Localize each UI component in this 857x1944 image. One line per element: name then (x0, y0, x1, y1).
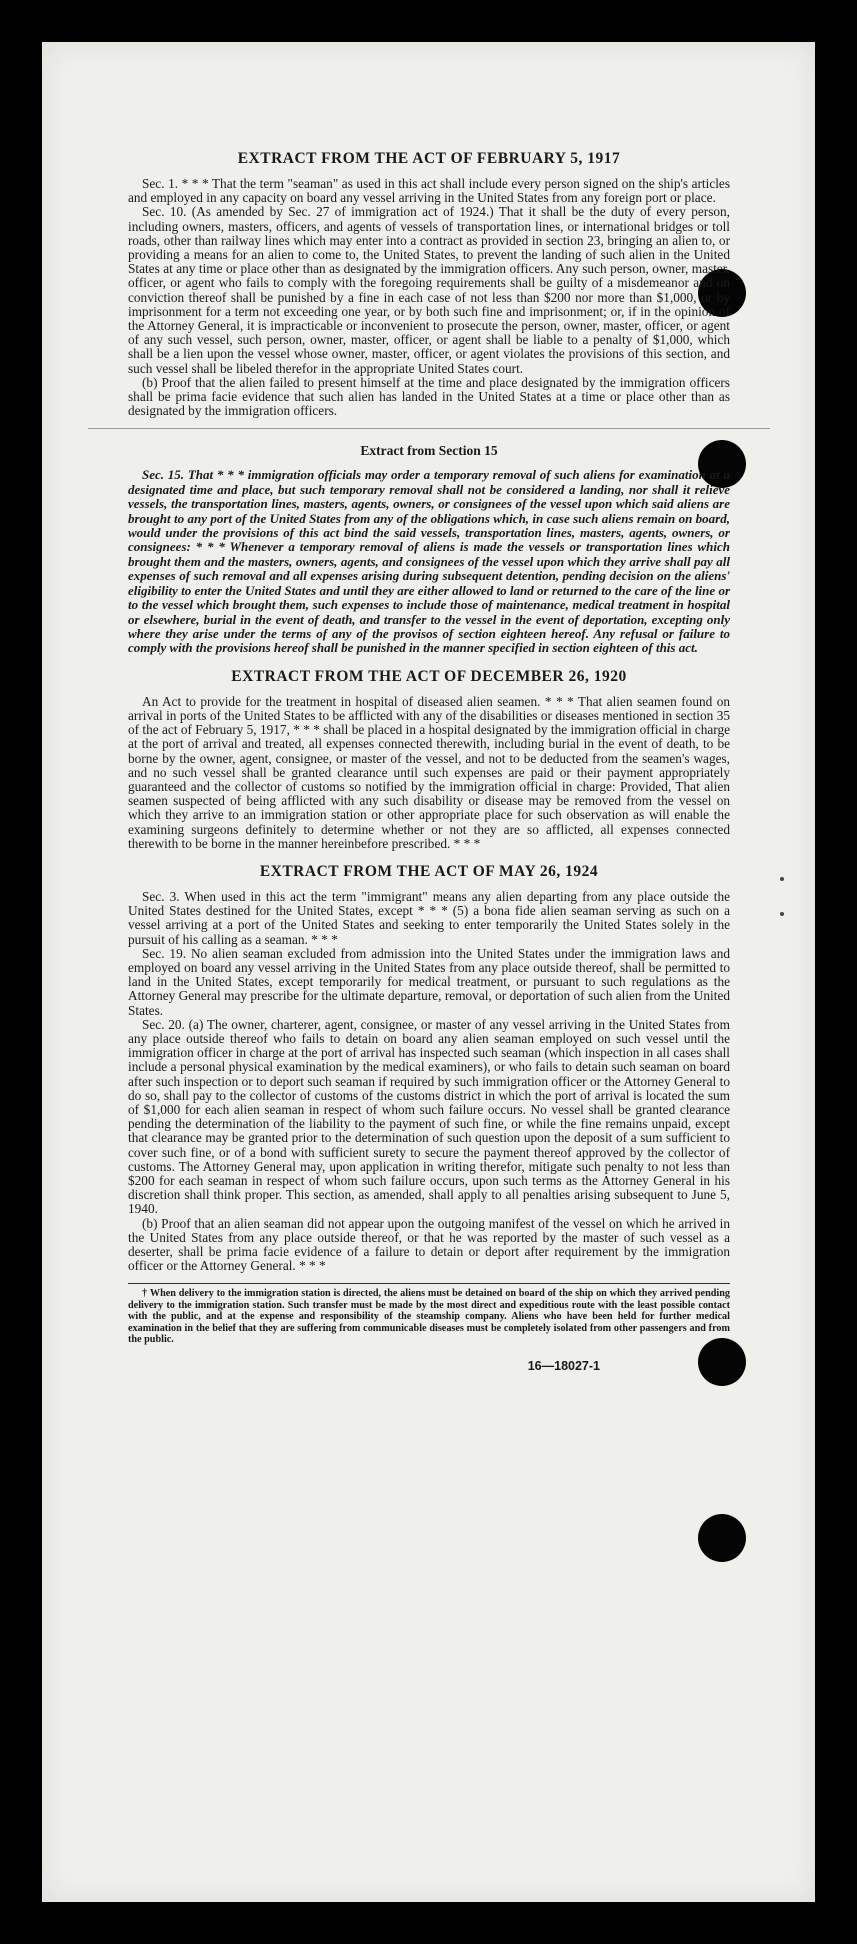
section-20b-text: (b) Proof that an alien seaman did not appear upon the outgoing manifest of the vessel on which he arrived in the United States from any place outside thereof, or that he was reported by the master of such vessel as a deserter, shall be prima facie evidence of a failure to detain or deport after requirement by the immigration officer or the Attorney General. * * * (128, 1215, 730, 1274)
section-3-text: Sec. 3. When used in this act the term "immigrant" means any alien departing from any place outside the United States destined for the United States, except * * * (5) a bona fide alien seaman serving as such on a vessel arriving at a port of the United States and seeking to enter temporarily the United States solely in the pursuit of his calling as a seaman. * * * (128, 888, 730, 947)
divider (88, 428, 770, 429)
section-20-text: Sec. 20. (a) The owner, charterer, agent, consignee, or master of any vessel arriving in the United States from any place outside thereof who fails to detain on board any alien seaman employed on such vessel until the immigration officer in charge at the port of arrival has inspected such seaman (which inspection in all cases shall include a personal physical examination by the medical examiners), or who fails to detain such seaman on board after such inspection or to deport such seaman if required by such immigration officer or the Attorney General to do so, shall pay to the collector of customs of the customs district in which the port of arrival is located the sum of $1,000 for each alien seaman in respect of whom such failure occurs. No vessel shall be granted clearance pending the determination of the liability to the payment of such fine, or while the fine remains unpaid, except that clearance may be granted prior to the determination of such question upon the deposit of a sum sufficient to cover such fine, or of a bond with sufficient surety to secure the payment thereof approved by the collector of customs. The Attorney General may, upon application in writing therefor, mitigate such penalty to not less than $200 for each seaman in respect of whom such failure occurs, upon such terms as the Attorney General in his discretion shall think proper. This section, as amended, shall apply to all penalties arising subsequent to June 5, 1940. (128, 1016, 730, 1217)
speck (780, 877, 784, 881)
heading-act-1917: EXTRACT FROM THE ACT OF FEBRUARY 5, 1917 (237, 150, 621, 167)
section-19-text: Sec. 19. No alien seaman excluded from admission into the United States under the immigration laws and employed on board any vessel arriving in the United States from any place outside thereof, shall be permitted to land in the United States, except temporarily for medical treatment, or pursuant to such regulations as the Attorney General may prescribe for the ultimate departure, removal, or deportation of such alien from the United States. (128, 945, 730, 1018)
form-number: 16—18027-1 (527, 1359, 600, 1374)
heading-act-1924: EXTRACT FROM THE ACT OF MAY 26, 1924 (259, 862, 599, 880)
section-10-text: Sec. 10. (As amended by Sec. 27 of immigration act of 1924.) That it shall be the duty of every person, including owners, masters, officers, and agents of vessels of transportation lines, or international bridges or toll roads, other than railway lines which may enter into a contract as provided in section 23, bringing an alien to, or providing a means for an alien to come to, the United States, to prevent the landing of such alien in the United States at any time or place other than as designated by the immigration officers. Any such person, owner, master, officer, or agent who fails to comply with the foregoing requirements shall be guilty of a misdemeanor and on conviction thereof shall be punished by a fine in each case of not less than $200 nor more than $1,000, or by imprisonment for a term not exceeding one year, or by both such fine and imprisonment; or, if in the opinion of the Attorney General, it is impracticable or inconvenient to prosecute the person, owner, master, officer, or agent of any such vessel, such person, owner, master, officer, or agent shall be liable to a penalty of $1,000, which shall be a lien upon the vessel whose owner, master, officer, or agent violates the provisions of this section, and such vessel shall be libeled therefor in the appropriate United States court. (128, 204, 730, 376)
text-column (128, 150, 730, 1373)
section-1-text: Sec. 1. * * * That the term "seaman" as used in this act shall include every person signed on the ship's articles and employed in any capacity on board any vessel arriving in the United States from any foreign port or place. (128, 176, 730, 206)
speck (780, 912, 784, 916)
act-1920-text: An Act to provide for the treatment in hospital of diseased alien seamen. * * * That alien seamen found on arrival in ports of the United States to be afflicted with any of the disabilities or diseases mentioned in section 35 of the act of February 5, 1917, * * * shall be placed in a hospital designated by the immigration official in charge at the port of arrival and treated, all expenses connected therewith, including burial in the event of death, to be borne by the owner, agent, consignee, or master of the vessel, and not to be deducted from the seamen's wages, and no such vessel shall be granted clearance until such expenses are paid or their payment appropriately guaranteed and the collector of customs so notified by the immigration official in charge: Provided, That alien seamen suspected of being afflicted with any such disability or disease may be removed from the vessel on which they arrive to an immigration station or other appropriate place for such observation as will enable the examining surgeons definitely to determine whether or not they are so afflicted, all expenses connected therewith to be borne in the manner hereinbefore prescribed. * * * (128, 693, 730, 851)
document-page (42, 42, 815, 1902)
section-10b-text: (b) Proof that the alien failed to present himself at the time and place designated by the immigration officers shall be prima facie evidence that such alien has landed in the United States at a time or place other than as designated by the immigration officers. (128, 374, 730, 419)
section-15-text: Sec. 15. That * * * immigration officials may order a temporary removal of such aliens for examination at a designated time and place, but such temporary removal shall not be considered a landing, nor shall it relieve vessels, the transportation lines, masters, agents, owners, or consignees of the vessel upon which said aliens are brought to any port of the United States from any of the obligations which, in case such aliens remain on board, would under the provisions of this act bind the said vessels, transportation lines, masters, agents, owners, or consignees: * * * Whenever a temporary removal of aliens is made the vessels or transportation lines which brought them and the masters, owners, agents, and consignees of the vessel upon which they arrive shall pay all expenses of such removal and all expenses arising during subsequent detention, pending decision on the aliens' eligibility to enter the United States and until they are either allowed to land or returned to the care of the line or to the vessel which brought them, such expenses to include those of maintenance, medical treatment in hospital or elsewhere, burial in the event of death, and transfer to the vessel in the event of deportation, excepting only where they arise under the terms of any of the provisos of section eighteen hereof. Any refusal or failure to comply with the provisions hereof shall be punished in the manner specified in section eighteen of this act. (128, 467, 730, 656)
heading-section-15: Extract from Section 15 (360, 443, 498, 459)
heading-act-1920: EXTRACT FROM THE ACT OF DECEMBER 26, 1920 (231, 667, 627, 685)
footnote-text: † When delivery to the immigration station is directed, the aliens must be detained on board of the ship on which they arrived pending delivery to the immigration station. Such transfer must be made by the most direct and expeditious route with the least possible contact with the public, and at the expense and responsibility of the steamship company. Aliens who have been held for further medical examination in the belief that they are suffering from communicable diseases must be completely isolated from other passengers and from the public. (128, 1288, 730, 1346)
punch-hole (698, 1514, 746, 1562)
footnote (128, 1283, 730, 1345)
